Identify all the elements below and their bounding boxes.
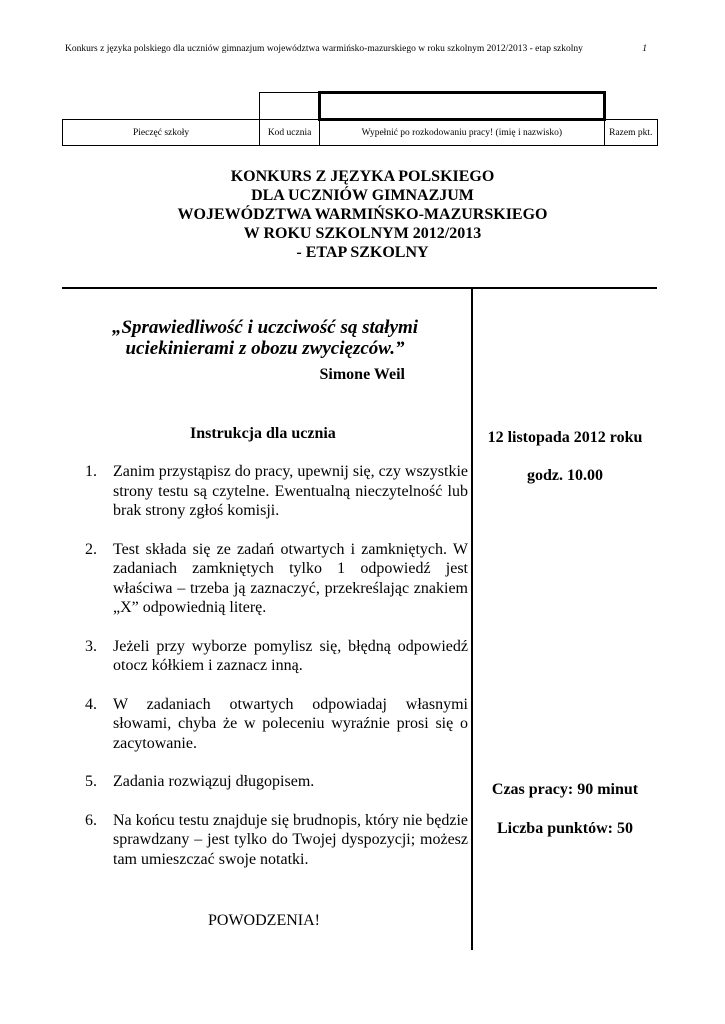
title-line-4: W ROKU SZKOLNYM 2012/2013: [243, 225, 482, 242]
title-line-1: KONKURS Z JĘZYKA POLSKIEGO: [230, 168, 495, 185]
quote-line-1: „Sprawiedliwość i uczciwość są stałymi: [111, 317, 419, 338]
student-code-label: Kod ucznia: [260, 120, 320, 146]
title-line-3: WOJEWÓDZTWA WARMIŃSKO-MAZURSKIEGO: [177, 206, 548, 223]
running-title: Konkurs z języka polskiego dla uczniów gimnazjum województwa warmińsko-mazurskiego w roku szkolnym 2012/2013 - etap szkolny: [65, 44, 583, 54]
list-item: 1. Zanim przystąpisz do pracy, upewnij się, czy wszystkie strony testu są czytelne. Ewentualną nieczytelność lub brak strony zgłoś komisji.: [85, 463, 468, 519]
list-item: 2. Test składa się ze zadań otwartych i zamkniętych. W zadaniach zamkniętych tylko 1 odpowiedź jest właściwa – trzeba ją zaznaczyć, przekreślając znakiem „X” odpowiednią literę.: [85, 540, 468, 616]
instructions-heading: Instrukcja dla ucznia: [190, 425, 336, 442]
list-item: 4. W zadaniach otwartych odpowiadaj własnymi słowami, chyba że w poleceniu wyraźnie prosi się o zacytowanie.: [85, 695, 468, 752]
total-points-box: [604, 93, 657, 120]
exam-points: Liczba punktów: 50: [496, 820, 634, 837]
list-item: 5. Zadania rozwiązuj długopisem.: [85, 773, 315, 790]
running-header: [65, 44, 655, 54]
total-points-label: Razem pkt.: [604, 120, 657, 146]
contest-title: [0, 167, 725, 262]
exam-duration: Czas pracy: 90 minut: [491, 781, 639, 798]
page-number: 1: [642, 44, 647, 54]
fill-after-decoding-label: Wypełnić po rozkodowaniu pracy! (imię i nazwisko): [320, 120, 604, 146]
school-stamp-box: [63, 93, 260, 120]
school-stamp-label: Pieczęć szkoły: [63, 120, 260, 146]
list-item: 3. Jeżeli przy wyborze pomylisz się, błędną odpowiedź otocz kółkiem i zaznacz inną.: [85, 637, 468, 674]
student-name-box[interactable]: [320, 93, 604, 120]
student-info-table: [62, 91, 658, 146]
quote-author: Simone Weil: [319, 366, 405, 383]
title-line-2: DLA UCZNIÓW GIMNAZJUM: [251, 187, 474, 204]
divider-horizontal: [62, 287, 657, 289]
divider-vertical: [471, 288, 473, 950]
list-item: 6. Na końcu testu znajduje się brudnopis, który nie będzie sprawdzany – jest tylko do Twojej dyspozycji; możesz tam umieszczać swoje notatki.: [85, 811, 469, 868]
good-luck: POWODZENIA!: [208, 912, 320, 929]
instructions-list: [85, 462, 468, 888]
exam-date: 12 listopada 2012 roku: [487, 429, 643, 446]
title-line-5: - ETAP SZKOLNY: [296, 244, 429, 261]
quote-line-2: uciekinierami z obozu zwycięzców.”: [125, 338, 405, 359]
student-code-box[interactable]: [260, 93, 320, 120]
exam-time: godz. 10.00: [527, 467, 603, 484]
